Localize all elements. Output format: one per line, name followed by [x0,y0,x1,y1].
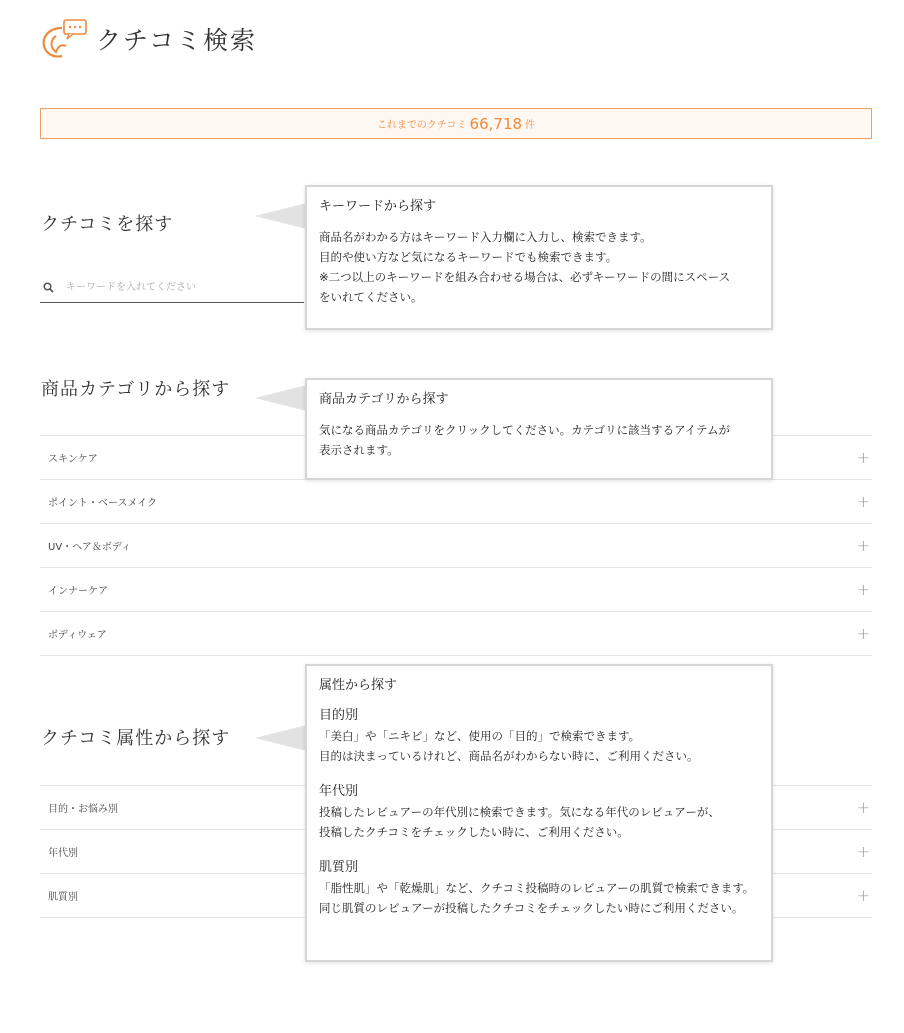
plus-icon: + [856,842,870,861]
tooltip-line: 商品名がわかる方はキーワード入力欄に入力し、検索できます。 [319,230,652,244]
plus-icon: + [856,624,870,643]
tooltip-pointer [255,382,311,414]
tooltip-line: 「脂性肌」や「乾燥肌」など、クチコミ投稿時のレビュアーの肌質で検索できます。 [319,881,755,895]
count-prefix: これまでのクチコミ [376,120,467,131]
count-value: 66,718 [469,114,523,133]
tooltip-line: ※二つ以上のキーワードを組み合わせる場合は、必ずキーワードの間にスペース [319,270,731,284]
page-header [38,16,257,62]
plus-icon: + [856,536,870,555]
category-item-uv-hair-body[interactable] [40,523,872,567]
tooltip-line: 「美白」や「ニキビ」など、使用の「目的」で検索できます。 [319,729,641,743]
tooltip-pointer [255,200,311,232]
tooltip-line: 気になる商品カテゴリをクリックしてください。カテゴリに該当するアイテムが [319,423,731,437]
category-item-label: スキンケア [48,454,98,465]
attribute-item-label: 年代別 [48,848,78,859]
tooltip-title: キーワードから探す [319,199,437,214]
category-item-inner-care[interactable] [40,567,872,611]
category-item-bodywear[interactable] [40,611,872,656]
tooltip-title: 属性から探す [319,678,398,693]
chat-bubble-icon [38,16,90,62]
tooltip-line: 投稿したレビュアーの年代別に検索できます。気になる年代のレビュアーが、 [319,805,720,819]
count-suffix: 件 [525,120,536,131]
age-subtitle: 年代別 [319,784,359,799]
attribute-tooltip [305,664,773,962]
attribute-section-title: クチコミ属性から探す [41,728,231,749]
tooltip-line: 同じ肌質のレビュアーが投稿したクチコミをチェックしたい時にご利用ください。 [319,901,744,915]
review-count-banner [40,108,872,139]
search-icon [43,282,54,293]
category-tooltip [305,378,773,480]
category-item-label: UV・ヘア＆ボディ [48,542,132,553]
skin-subtitle: 肌質別 [319,860,359,875]
attribute-item-label: 目的・お悩み別 [48,804,118,815]
tooltip-title: 商品カテゴリから探す [319,392,449,407]
plus-icon: + [856,448,870,467]
attribute-item-label: 肌質別 [48,892,78,903]
purpose-subtitle: 目的別 [319,708,359,723]
search-input[interactable] [64,281,288,294]
tooltip-line: 目的は決まっているけれど、商品名がわからない時に、ご利用ください。 [319,749,699,763]
tooltip-line: 表示されます。 [319,443,399,457]
tooltip-line: をいれてください。 [319,290,423,304]
plus-icon: + [856,798,870,817]
search-box[interactable] [40,272,304,303]
tooltip-line: 投稿したクチコミをチェックしたい時に、ご利用ください。 [319,825,629,839]
plus-icon: + [856,580,870,599]
page-title: クチコミ検索 [96,26,258,55]
category-section-title: 商品カテゴリから探す [41,379,231,400]
tooltip-line: 目的や使い方など気になるキーワードでも検索できます。 [319,250,618,264]
tooltip-pointer [255,722,311,754]
keyword-tooltip [305,185,773,330]
category-item-makeup[interactable] [40,479,872,523]
category-item-label: インナーケア [48,586,108,597]
plus-icon: + [856,492,870,511]
plus-icon: + [856,886,870,905]
keyword-section-title: クチコミを探す [41,214,174,235]
category-item-label: ポイント・ベースメイク [48,498,158,509]
category-item-label: ボディウェア [48,630,107,641]
